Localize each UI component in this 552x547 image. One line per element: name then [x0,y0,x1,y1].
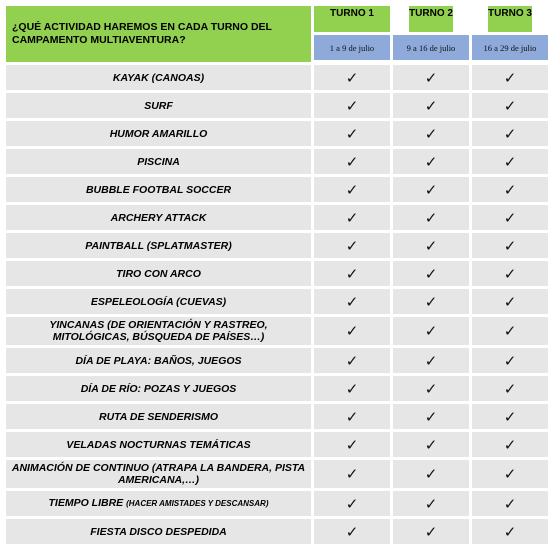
turn-3-check-icon: ✓ [472,317,548,345]
activity-name: DÍA DE RÍO: POZAS Y JUEGOS [80,382,237,395]
turn-2-check-icon: ✓ [393,149,469,174]
turn-1-check-icon: ✓ [314,205,390,230]
activity-label [6,149,311,174]
turn-3-dates: 16 a 29 de julio [472,35,548,60]
turn-3-check-icon: ✓ [472,65,548,90]
turn-1-check-icon: ✓ [314,65,390,90]
turn-1-check-icon: ✓ [314,93,390,118]
turn-1-check-icon: ✓ [314,121,390,146]
turn-3-header [472,6,548,62]
activity-name: VELADAS NOCTURNAS TEMÁTICAS [66,438,251,451]
turn-1-check-icon: ✓ [314,261,390,286]
turn-1-check-icon: ✓ [314,289,390,314]
turn-3-check-icon: ✓ [472,177,548,202]
turn-2-check-icon: ✓ [393,177,469,202]
turn-3-check-icon: ✓ [472,376,548,401]
turn-3-check-icon: ✓ [472,149,548,174]
activity-label [6,376,311,401]
activity-name: YINCANAS (DE ORIENTACIÓN Y RASTREO, MITOLÓGICAS, BÚSQUEDA DE PAÍSES…) [49,319,268,343]
turn-2-dates: 9 a 16 de julio [393,35,469,60]
activity-name: RUTA DE SENDERISMO [98,410,218,423]
activity-name: ANIMACIÓN DE CONTINUO (ATRAPA LA BANDERA, PISTA AMERICANA,…) [11,462,306,486]
activity-label [6,404,311,429]
turn-1-check-icon: ✓ [314,149,390,174]
turn-1-check-icon: ✓ [314,233,390,258]
activity-name: PAINTBALL (SPLATMASTER) [85,239,232,252]
turn-3-name: TURNO 3 [488,6,532,32]
turn-1-check-icon: ✓ [314,376,390,401]
activity-label [6,65,311,90]
turn-3-check-icon: ✓ [472,289,548,314]
activity-row [6,261,548,286]
activity-row [6,289,548,314]
turn-1-header [314,6,390,62]
activity-name: ESPELEOLOGÍA (CUEVAS) [90,295,227,308]
activity-label [6,177,311,202]
activity-row [6,205,548,230]
turn-2-check-icon: ✓ [393,233,469,258]
activity-row [6,491,548,516]
turn-2-check-icon: ✓ [393,317,469,345]
activity-row [6,65,548,90]
turn-1-check-icon: ✓ [314,404,390,429]
activity-label [6,348,311,373]
turn-1-name: TURNO 1 [314,6,390,32]
turn-3-check-icon: ✓ [472,261,548,286]
header-row [6,6,548,62]
activity-name: FIESTA DISCO DESPEDIDA [90,525,227,538]
activity-label [6,121,311,146]
activity-name: BUBBLE FOOTBAL SOCCER [85,183,232,196]
turn-2-check-icon: ✓ [393,404,469,429]
turn-2-check-icon: ✓ [393,121,469,146]
activity-label [6,205,311,230]
activity-row [6,121,548,146]
turn-2-check-icon: ✓ [393,65,469,90]
activity-name: PISCINA [137,155,180,168]
activity-label [6,317,311,345]
turn-3-check-icon: ✓ [472,460,548,488]
activity-row [6,233,548,258]
activity-label [6,93,311,118]
turn-2-check-icon: ✓ [393,376,469,401]
activity-row [6,149,548,174]
turn-3-check-icon: ✓ [472,404,548,429]
activity-row [6,460,548,488]
turn-2-name: TURNO 2 [409,6,453,32]
activity-row [6,432,548,457]
turn-2-check-icon: ✓ [393,261,469,286]
activity-label [6,432,311,457]
turn-1-dates: 1 a 9 de julio [314,35,390,60]
activity-name: HUMOR AMARILLO [109,127,208,140]
activity-name: ARCHERY ATTACK [110,211,207,224]
activity-name: KAYAK (CANOAS) [112,71,205,84]
turn-2-check-icon: ✓ [393,519,469,544]
turn-1-check-icon: ✓ [314,432,390,457]
turn-1-check-icon: ✓ [314,317,390,345]
turn-3-check-icon: ✓ [472,432,548,457]
turn-2-check-icon: ✓ [393,205,469,230]
activity-note: (HACER AMISTADES Y DESCANSAR) [126,499,269,508]
turn-1-check-icon: ✓ [314,348,390,373]
turn-1-check-icon: ✓ [314,460,390,488]
activity-row [6,519,548,544]
activity-label [6,289,311,314]
activity-label [6,519,311,544]
turn-3-check-icon: ✓ [472,93,548,118]
activity-name: SURF [144,99,173,112]
activity-row [6,93,548,118]
turn-2-check-icon: ✓ [393,432,469,457]
activity-row [6,404,548,429]
activity-row [6,348,548,373]
turn-3-check-icon: ✓ [472,121,548,146]
turn-2-header [393,6,469,62]
activity-schedule-table [3,3,551,547]
activity-label [6,460,311,488]
turn-2-check-icon: ✓ [393,289,469,314]
turn-1-check-icon: ✓ [314,491,390,516]
activity-row [6,317,548,345]
turn-3-check-icon: ✓ [472,491,548,516]
activity-label [6,233,311,258]
header-question: ¿QUÉ ACTIVIDAD HAREMOS EN CADA TURNO DEL CAMPAMENTO MULTIAVENTURA? [6,6,311,62]
activity-name: DÍA DE PLAYA: BAÑOS, JUEGOS [75,354,242,367]
activity-label [6,261,311,286]
turn-3-check-icon: ✓ [472,233,548,258]
turn-3-check-icon: ✓ [472,205,548,230]
activity-name: TIEMPO LIBRE [48,497,124,509]
turn-2-check-icon: ✓ [393,93,469,118]
turn-3-check-icon: ✓ [472,348,548,373]
activity-row [6,177,548,202]
activity-name: TIRO CON ARCO [116,267,201,280]
turn-1-check-icon: ✓ [314,519,390,544]
turn-3-check-icon: ✓ [472,519,548,544]
turn-1-check-icon: ✓ [314,177,390,202]
turn-2-check-icon: ✓ [393,491,469,516]
activity-label [6,491,311,516]
activity-row [6,376,548,401]
turn-2-check-icon: ✓ [393,460,469,488]
turn-2-check-icon: ✓ [393,348,469,373]
